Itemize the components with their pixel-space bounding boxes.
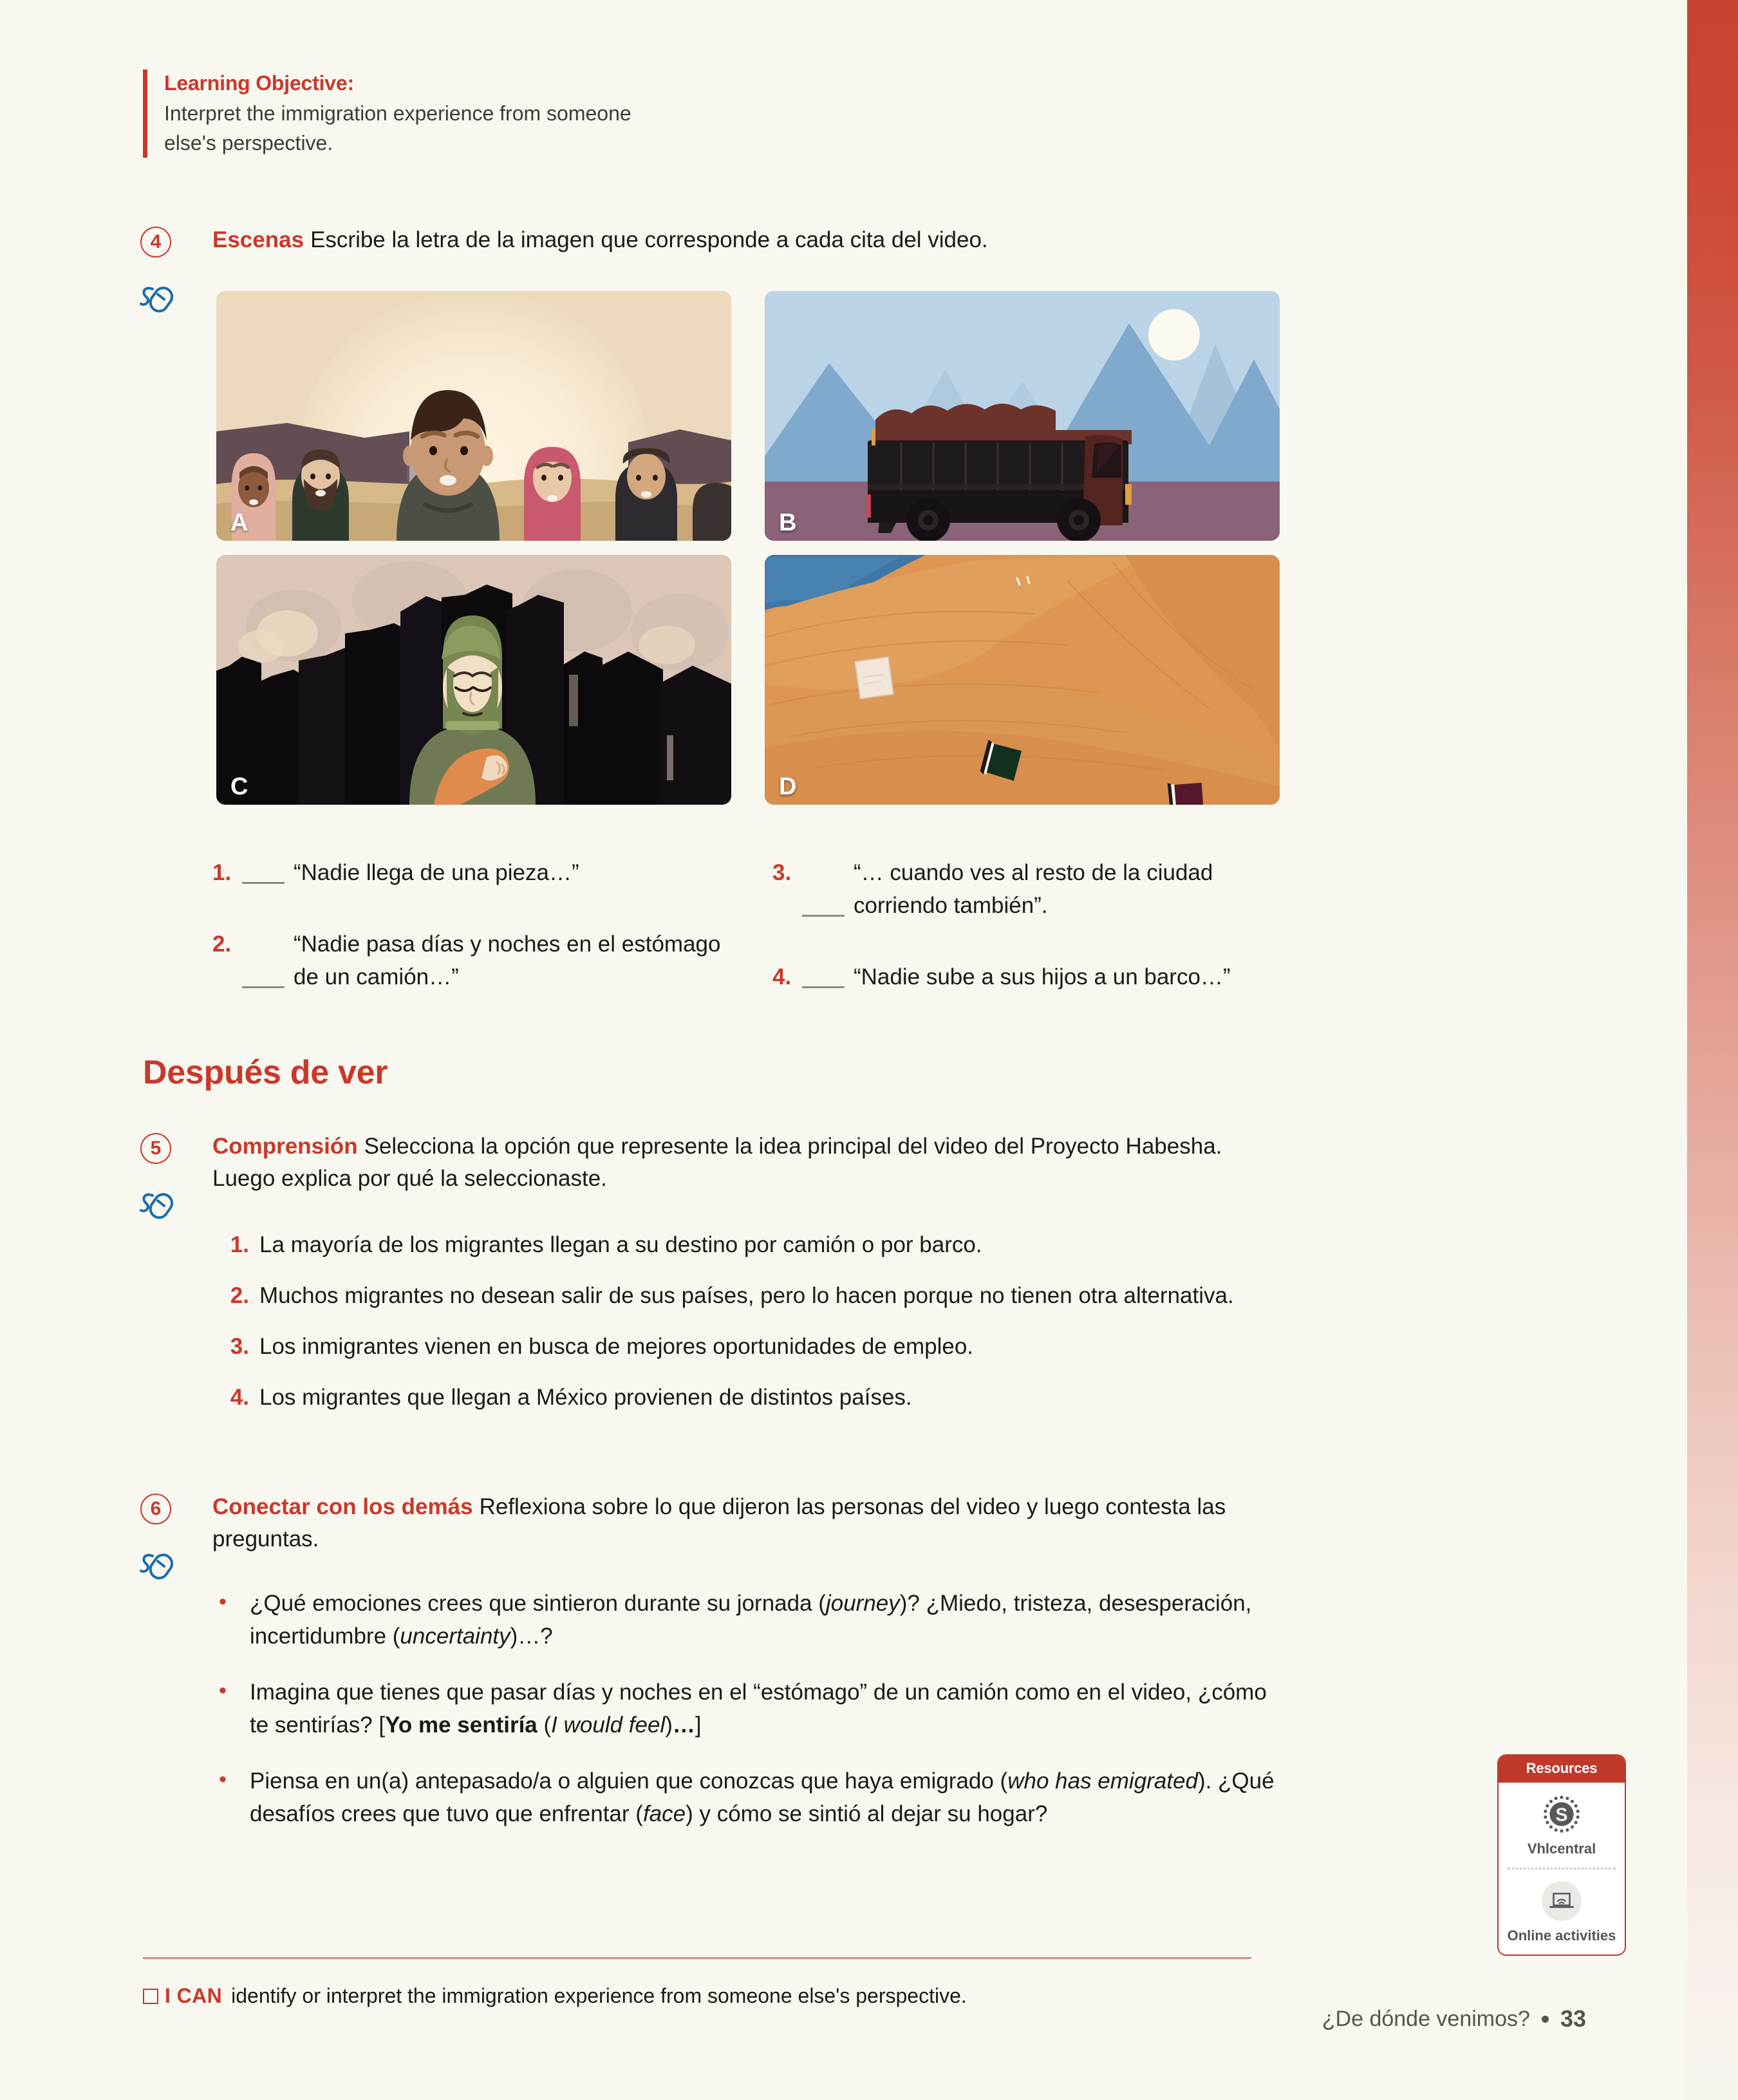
quote-text: “Nadie llega de una pieza…” [294, 860, 579, 885]
mouse-icon [138, 1185, 173, 1219]
activity-5-instructions: Selecciona la opción que represente la idea principal del video del Proyecto Habesha. Luego explica por qué la seleccionaste. [212, 1134, 1222, 1191]
option-number: 4. [230, 1385, 249, 1411]
scene-image-grid [216, 291, 1280, 819]
resources-box [1497, 1754, 1626, 1956]
option-text: Muchos migrantes no desean salir de sus países, pero lo hacen porque no tienen otra alternativa. [259, 1283, 1234, 1309]
quote-number: 3. [772, 860, 792, 885]
section-heading-despues-de-ver: Después de ver [143, 1054, 388, 1091]
activity-5-heading [212, 1130, 1281, 1194]
resources-header: Resources [1499, 1756, 1625, 1783]
resource-item-online-activities[interactable] [1499, 1870, 1625, 1955]
list-item[interactable] [229, 1330, 1284, 1363]
footer-separator-dot [1542, 2016, 1549, 2023]
list-item [219, 1765, 1291, 1830]
resource-item-vhlcentral[interactable] [1499, 1783, 1625, 1868]
ican-checkbox[interactable] [143, 1989, 158, 2004]
activity-6-number: 6 [140, 1494, 171, 1524]
quote-matching-list [212, 856, 1294, 1032]
scene-image-b[interactable] [765, 291, 1280, 541]
learning-objective-block [143, 70, 645, 158]
page-number: 33 [1560, 2005, 1586, 2032]
option-text: Los migrantes que llegan a México provienen de distintos países. [259, 1385, 912, 1411]
list-item[interactable] [229, 1228, 1284, 1261]
question-text: Imagina que tienes que pasar días y noches en el “estómago” de un camión como en el video, ¿cómo te sentirías? [Yo me sentiría (I would feel)…] [250, 1680, 1267, 1738]
list-item[interactable] [229, 1381, 1284, 1414]
option-number: 2. [230, 1283, 249, 1309]
activity-5-strand: Comprensión [212, 1134, 358, 1159]
resource-label: Vhlcentral [1527, 1841, 1596, 1857]
quote-item [212, 928, 734, 993]
mouse-icon [138, 278, 173, 313]
option-number: 3. [230, 1334, 249, 1360]
quote-item [772, 961, 1294, 993]
activity-4-number: 4 [140, 227, 171, 258]
quote-text: “Nadie pasa días y noches en el estómago de un camión…” [294, 932, 721, 990]
scene-image-a[interactable] [216, 291, 731, 541]
scene-label-a: A [230, 509, 248, 536]
quote-number: 2. [212, 932, 232, 957]
resource-label: Online activities [1507, 1927, 1616, 1944]
activity-6-heading [212, 1491, 1294, 1555]
quote-column-right [772, 856, 1294, 1032]
learning-objective-title: Learning Objective: [164, 71, 354, 95]
activity-6-instructions: Reflexiona sobre lo que dijeron las personas del video y luego contesta las preguntas. [212, 1494, 1226, 1552]
activity-4-instructions: Escribe la letra de la imagen que corresponde a cada cita del video. [310, 227, 988, 252]
answer-blank[interactable] [802, 955, 845, 988]
scene-label-d: D [779, 773, 797, 800]
list-item [219, 1676, 1291, 1741]
ican-text: identify or interpret the immigration experience from someone else's perspective. [231, 1984, 967, 2007]
scene-image-c[interactable] [216, 555, 731, 805]
activity-5-options-list [229, 1228, 1284, 1432]
activity-6-strand: Conectar con los demás [212, 1494, 473, 1519]
ican-statement [143, 1984, 967, 2008]
question-text: Piensa en un(a) antepasado/a o alguien que conozcas que haya emigrado (who has emigrated). ¿Qué desafíos crees que tuvo que enfrentar (face) y cómo se sintió al dejar su hogar? [250, 1768, 1275, 1827]
page-edge-gradient-strip [1687, 0, 1738, 2100]
answer-blank[interactable] [242, 923, 285, 988]
option-number: 1. [230, 1232, 249, 1257]
svg-text:S: S [1555, 1805, 1568, 1826]
scene-image-d[interactable] [765, 555, 1280, 805]
bullet-dot-icon: • [219, 1678, 227, 1703]
activity-4-strand: Escenas [212, 227, 304, 252]
scene-label-c: C [230, 773, 248, 800]
list-item[interactable] [229, 1279, 1284, 1312]
quote-item [772, 856, 1294, 922]
supersite-s-icon [1504, 1794, 1620, 1834]
learning-objective-text: Interpret the immigration experience from someone else's perspective. [164, 102, 631, 155]
quote-text: “… cuando ves al resto de la ciudad corriendo también”. [854, 860, 1213, 919]
answer-blank[interactable] [242, 851, 285, 884]
activity-5-number: 5 [140, 1133, 171, 1164]
ican-label: I CAN [165, 1984, 223, 2007]
activity-4-heading [212, 224, 1294, 256]
laptop-wifi-icon [1542, 1881, 1582, 1921]
answer-blank[interactable] [802, 851, 845, 917]
ican-divider [143, 1957, 1251, 1959]
bullet-dot-icon: • [219, 1589, 227, 1614]
quote-item [212, 856, 734, 889]
quote-number: 1. [212, 860, 232, 885]
option-text: La mayoría de los migrantes llegan a su destino por camión o por barco. [259, 1232, 982, 1257]
quote-text: “Nadie sube a sus hijos a un barco…” [854, 964, 1231, 990]
scene-label-b: B [779, 509, 797, 536]
page-footer [1322, 2005, 1586, 2032]
mouse-icon [138, 1545, 173, 1580]
activity-6-questions-list [219, 1587, 1291, 1854]
list-item [219, 1587, 1291, 1653]
quote-column-left [212, 856, 734, 1032]
bullet-dot-icon: • [219, 1767, 227, 1792]
quote-number: 4. [772, 964, 792, 990]
option-text: Los inmigrantes vienen en busca de mejores oportunidades de empleo. [259, 1334, 974, 1360]
question-text: ¿Qué emociones crees que sintieron durante su jornada (journey)? ¿Miedo, tristeza, desesperación, incertidumbre (uncertainty)…? [250, 1591, 1252, 1649]
footer-chapter-title: ¿De dónde venimos? [1322, 2006, 1530, 2031]
